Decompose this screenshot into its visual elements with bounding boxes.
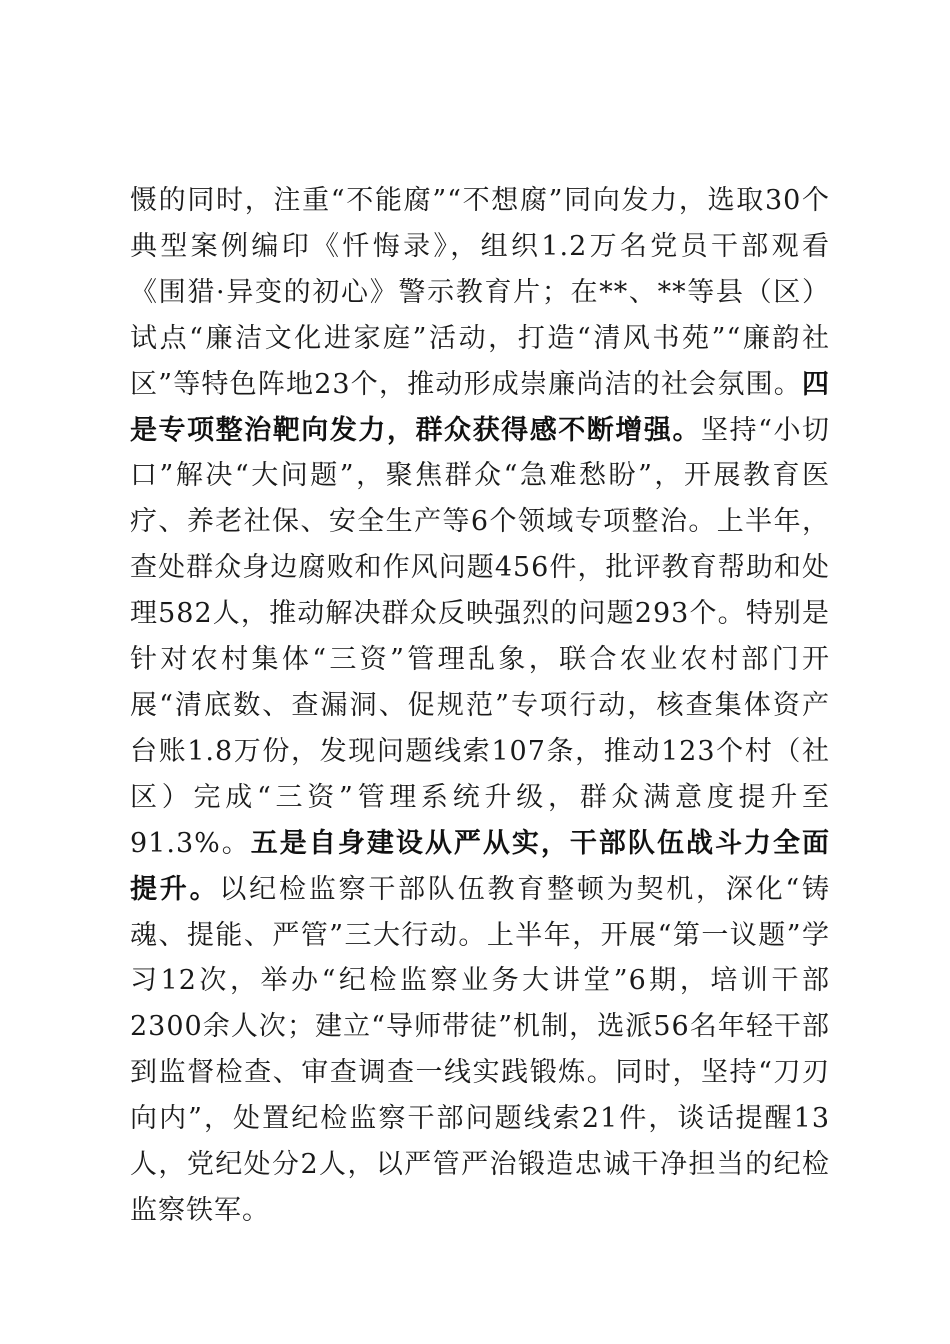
paragraph-text-point-five: 以纪检监察干部队伍教育整顿为契机，深化“铸魂、提能、严管”三大行动。上半年，开展“第一议题”学习12次，举办“纪检监察业务大讲堂”6期，培训干部2300余人次；建立“导师带徒”机制，选派56名年轻干部到监督检查、审查调查一线实践锻炼。同时，坚持“刀刃向内”，处置纪检监察干部问题线索21件，谈话提醒13人，党纪处分2人，以严管严治锻造忠诚干净担当的纪检监察铁军。 xyxy=(130,873,830,1226)
heading-point-four: 四是专项整治靶向发力，群众获得感不断增强。 xyxy=(130,368,830,446)
body-paragraph xyxy=(130,178,830,1234)
heading-point-five: 五是自身建设从严从实，干部队伍战斗力全面提升。 xyxy=(130,827,830,905)
paragraph-text-point-four: 坚持“小切口”解决“大问题”，聚焦群众“急难愁盼”，开展教育医疗、养老社保、安全生产等6个领域专项整治。上半年，查处群众身边腐败和作风问题456件，批评教育帮助和处理582人，推动解决群众反映强烈的问题293个。特别是针对农村集体“三资”管理乱象，联合农业农村部门开展“清底数、查漏洞、促规范”专项行动，核查集体资产台账1.8万份，发现问题线索107条，推动123个村（社区）完成“三资”管理系统升级，群众满意度提升至91.3%。 xyxy=(130,414,831,859)
paragraph-text-opening: 慑的同时，注重“不能腐”“不想腐”同向发力，选取30个典型案例编印《忏悔录》，组织1.2万名党员干部观看《围猎·异变的初心》警示教育片；在**、**等县（区）试点“廉洁文化进家庭”活动，打造“清风书苑”“廉韵社区”等特色阵地23个，推动形成崇廉尚洁的社会氛围。 xyxy=(130,185,830,400)
